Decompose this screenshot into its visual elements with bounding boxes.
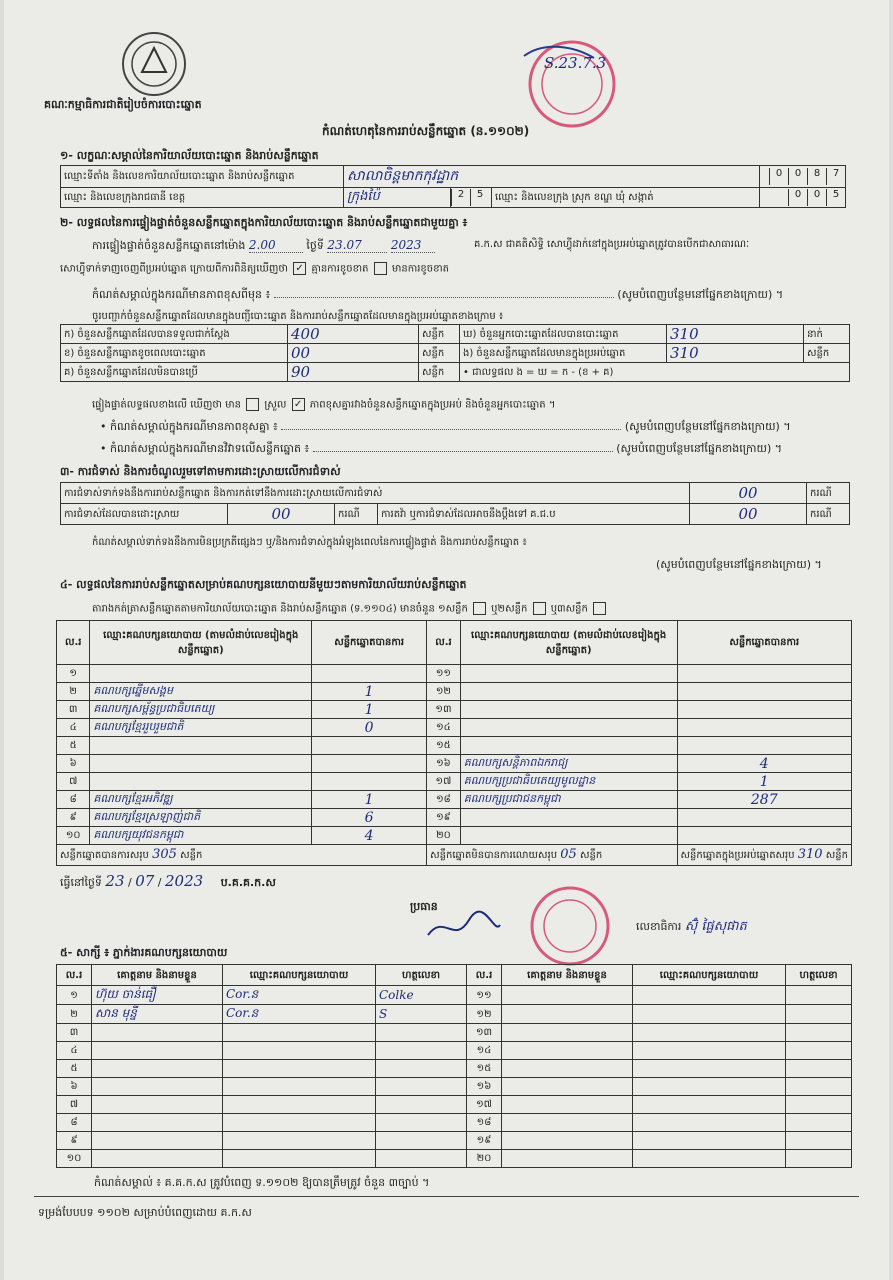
table-row bbox=[57, 827, 852, 845]
table-row bbox=[57, 773, 852, 791]
count-row-unit2: នាក់ bbox=[804, 325, 850, 344]
results-votes bbox=[677, 665, 851, 683]
three-sheet-label: ឬ៣សន្លឹក bbox=[550, 603, 588, 615]
ballot-count-table bbox=[60, 324, 850, 382]
witness-party bbox=[223, 1024, 376, 1042]
results-party bbox=[460, 701, 677, 719]
witness-number: ៤ bbox=[57, 1042, 92, 1060]
witness-party bbox=[223, 1078, 376, 1096]
results-party: គណបក្សសម្ព័ន្ធប្រជាធិបតេយ្យ bbox=[90, 701, 312, 719]
signing-month: 07 bbox=[135, 872, 155, 890]
table-row bbox=[57, 683, 852, 701]
witness-signature bbox=[376, 1078, 467, 1096]
count-row-label2: ឃ) ចំនួនអ្នកបោះឆ្នោតដែលបានបោះឆ្នោត bbox=[460, 325, 667, 344]
witness-signature bbox=[786, 986, 852, 1005]
witness-number: ១១ bbox=[467, 986, 502, 1005]
sheet-count-text: តារាងកត់ត្រាសន្លឹកឆ្នោតតាមការិយាល័យបោះឆ្នោត និងរាប់សន្លឹកឆ្នោត (ទ.១១០៤) មានចំនួន ១សន្លឹក bbox=[92, 603, 468, 615]
resolved-unit: ករណី bbox=[335, 504, 378, 525]
col-number: ល.រ bbox=[427, 621, 461, 665]
one-sheet-checkbox bbox=[473, 602, 486, 615]
witness-col-number: ល.រ bbox=[467, 965, 502, 986]
table-row bbox=[57, 1024, 852, 1042]
results-votes bbox=[312, 737, 427, 755]
witness-name bbox=[502, 1114, 633, 1132]
results-number: ១៩ bbox=[427, 809, 461, 827]
commune-digit: 5 bbox=[826, 189, 845, 206]
results-votes bbox=[312, 773, 427, 791]
dispute-note-request: (សូមបំពេញបន្ថែមនៅផ្នែកខាងក្រោយ) ។ bbox=[616, 442, 783, 455]
secretary bbox=[636, 920, 747, 934]
witness-signature bbox=[786, 1042, 852, 1060]
witness-number: ២ bbox=[57, 1005, 92, 1024]
results-votes: 1 bbox=[312, 701, 427, 719]
appeal-value: 00 bbox=[738, 505, 758, 523]
witness-name bbox=[92, 1078, 223, 1096]
witness-number: ៦ bbox=[57, 1078, 92, 1096]
chair-stamp bbox=[516, 884, 624, 968]
witness-number: ១០ bbox=[57, 1150, 92, 1168]
witness-signature bbox=[376, 1042, 467, 1060]
total-box-value: 310 bbox=[797, 847, 823, 862]
results-votes: 287 bbox=[677, 791, 851, 809]
damage-checkbox bbox=[374, 262, 387, 275]
mismatch-checkbox: ✓ bbox=[292, 398, 305, 411]
witness-col-name: គោត្តនាម និងនាមខ្លួន bbox=[502, 965, 633, 986]
total-box-label: សន្លឹកឆ្នោតក្នុងប្រអប់ឆ្នោតសរុប bbox=[680, 850, 795, 861]
witness-col-party: ឈ្មោះគណបក្សនយោបាយ bbox=[223, 965, 376, 986]
witness-party bbox=[633, 1024, 786, 1042]
commission-name: គណៈកម្មាធិការជាតិរៀបចំការបោះឆ្នោត bbox=[44, 98, 202, 111]
total-invalid-label: សន្លឹកឆ្នោតមិនបានការលោយសរុប bbox=[430, 850, 558, 861]
results-votes: 1 bbox=[677, 773, 851, 791]
results-party bbox=[90, 737, 312, 755]
appeal-label: ការតវ៉ា ឬការជំទាស់ដែលអាចនឹងប្តឹងទៅ គ.ជ.ប bbox=[378, 504, 690, 525]
results-votes bbox=[677, 683, 851, 701]
office-digit: 7 bbox=[826, 168, 845, 185]
verification-rest: គ.ក.ស ជាគតិសិទ្ធិ សោហ្វុីដាក់នៅក្នុងប្រអប់ឆ្នោតត្រូវបានបើកជាសាធារណៈ bbox=[474, 239, 750, 250]
results-number: ៣ bbox=[57, 701, 90, 719]
witness-party bbox=[633, 1042, 786, 1060]
col-party: ឈ្មោះគណបក្សនយោបាយ (តាមលំដាប់លេខរៀងក្នុងសន្លឹកឆ្នោត) bbox=[460, 621, 677, 665]
witness-name bbox=[92, 1114, 223, 1132]
province-value: ក្រុងប៉ៃ bbox=[347, 189, 380, 204]
table-row bbox=[57, 1096, 852, 1114]
resolved-value: 00 bbox=[271, 505, 291, 523]
witness-number: ១៩ bbox=[467, 1132, 502, 1150]
witness-signature bbox=[786, 1005, 852, 1024]
count-row-unit: សន្លឹក bbox=[419, 325, 460, 344]
day-label: ថ្ងៃទី bbox=[306, 239, 324, 252]
table-row bbox=[57, 791, 852, 809]
result-check-sentence bbox=[92, 398, 555, 413]
witness-table bbox=[56, 964, 852, 1168]
results-party bbox=[460, 827, 677, 845]
results-party bbox=[90, 755, 312, 773]
results-party bbox=[460, 737, 677, 755]
objection-value: 00 bbox=[738, 484, 758, 502]
witness-number: ១៤ bbox=[467, 1042, 502, 1060]
table-row bbox=[57, 1114, 852, 1132]
count-row-label: ខ) ចំនួនសន្លឹកឆ្នោតខូចពេលបោះឆ្នោត bbox=[61, 344, 288, 363]
witness-party bbox=[633, 1114, 786, 1132]
section1-table bbox=[60, 165, 846, 208]
total-valid bbox=[57, 845, 427, 866]
damage-label: មានការខូចខាត bbox=[391, 263, 449, 275]
results-votes bbox=[677, 701, 851, 719]
seal-check-sentence bbox=[60, 262, 449, 277]
witness-number: ១ bbox=[57, 986, 92, 1005]
results-party: គណបក្សខ្មែរស្រឡាញ់ជាតិ bbox=[90, 809, 312, 827]
results-number: ១០ bbox=[57, 827, 90, 845]
results-votes bbox=[677, 737, 851, 755]
commune-digit: 0 bbox=[807, 189, 826, 206]
table-row bbox=[57, 665, 852, 683]
count-row-value2: 310 bbox=[670, 344, 699, 362]
results-number: ២០ bbox=[427, 827, 461, 845]
results-party: គណបក្សសន្តិភាពឯករាជ្យ bbox=[460, 755, 677, 773]
count-row-unit: សន្លឹក bbox=[419, 344, 460, 363]
match-checkbox bbox=[246, 398, 259, 411]
irregularity-request: (សូមបំពេញបន្ថែមនៅផ្នែកខាងក្រោយ) ។ bbox=[656, 558, 822, 571]
dispute-note-label: • កំណត់សម្គាល់ក្នុងករណីមានវិវាទលើសន្លឹកឆ្នោត ៖ bbox=[100, 442, 310, 455]
results-votes: 1 bbox=[312, 791, 427, 809]
witness-signature bbox=[376, 1096, 467, 1114]
official-stamp bbox=[514, 36, 626, 128]
document-title: កំណត់ហេតុនៃការរាប់សន្លឹកឆ្នោត (ន.១១០២) bbox=[322, 124, 530, 138]
witness-number: ១៨ bbox=[467, 1114, 502, 1132]
commune-label: ឈ្មោះ និងលេខក្រុង ស្រុក ខណ្ឌ ឃុំ សង្កាត់ bbox=[492, 188, 760, 208]
table-row bbox=[57, 1060, 852, 1078]
results-number: ១ bbox=[57, 665, 90, 683]
objection-label: ការជំទាស់ទាក់ទងនឹងការរាប់សន្លឹកឆ្នោត និងការកត់ទៅនឹងការដោះស្រាយលើការជំទាស់ bbox=[61, 483, 690, 504]
office-digit: 8 bbox=[807, 168, 826, 185]
signing-date-label: ធ្វើនៅថ្ងៃទី bbox=[60, 876, 102, 889]
witness-name bbox=[92, 1150, 223, 1168]
section4-title: ៤- លទ្ធផលនៃការរាប់សន្លឹកឆ្នោតសម្រាប់គណបក្សនយោបាយនីមួយៗតាមការិយាល័យរាប់សន្លឹកឆ្នោត bbox=[60, 578, 467, 591]
count-instruction: ចូរបញ្ជាក់ចំនួនសន្លឹកឆ្នោតដែលមានក្នុងបញ្ជីបោះឆ្នោត និងការរាប់សន្លឹកឆ្នោតដែលមានក្នុងប្រអប់ឆ្នោតខាងក្រោម ៖ bbox=[92, 311, 504, 322]
emblem-icon bbox=[122, 32, 186, 96]
col-votes: សន្លឹកឆ្នោតបានការ bbox=[677, 621, 851, 665]
chair-signature bbox=[424, 905, 504, 955]
table-row bbox=[57, 1150, 852, 1168]
results-party: គណបក្សប្រជាធិបតេយ្យមូលដ្ឋាន bbox=[460, 773, 677, 791]
witness-party bbox=[633, 1078, 786, 1096]
count-row-label: គ) ចំនួនសន្លឹកឆ្នោតដែលមិនបានប្រើ bbox=[61, 363, 288, 382]
secretary-name: ស៊ុំ ផ្លៃសុផាត bbox=[684, 919, 747, 934]
results-number: ៥ bbox=[57, 737, 90, 755]
witness-number: ៩ bbox=[57, 1132, 92, 1150]
witness-party bbox=[633, 1096, 786, 1114]
table-row bbox=[57, 986, 852, 1005]
witness-party: Cor.ន bbox=[223, 1005, 376, 1024]
table-row bbox=[57, 737, 852, 755]
results-number: ១៣ bbox=[427, 701, 461, 719]
signing-day: 23 bbox=[105, 872, 125, 890]
match-label: ស្រួល bbox=[264, 399, 287, 411]
results-number: ១១ bbox=[427, 665, 461, 683]
witness-party bbox=[633, 1005, 786, 1024]
witness-name: សាន មុន្នី bbox=[92, 1005, 223, 1024]
witness-party bbox=[223, 1150, 376, 1168]
irregularity-note: កំណត់សម្គាល់ទាក់ទងនឹងការមិនប្រក្រតីផ្សេងៗ ឬ/និងការជំទាស់ក្នុងអំឡុងពេលនៃការផ្ទៀងផ្ទាត់ និងការរាប់សន្លឹកឆ្នោត ៖ bbox=[92, 537, 527, 548]
results-party: គណបក្សប្រជាជនកម្ពុជា bbox=[460, 791, 677, 809]
province-digit: 2 bbox=[451, 189, 470, 206]
total-box-unit: សន្លឹក bbox=[825, 850, 848, 861]
results-number: ១៨ bbox=[427, 791, 461, 809]
witness-name bbox=[502, 1132, 633, 1150]
witness-signature bbox=[376, 1132, 467, 1150]
count-row-value: 00 bbox=[291, 344, 311, 362]
no-damage-checkbox: ✓ bbox=[293, 262, 306, 275]
witness-party bbox=[633, 986, 786, 1005]
results-number: ១៤ bbox=[427, 719, 461, 737]
witness-name bbox=[92, 1060, 223, 1078]
count-row-value: 90 bbox=[291, 363, 311, 381]
table-row bbox=[57, 1042, 852, 1060]
total-invalid-unit: សន្លឹក bbox=[579, 850, 603, 861]
results-number: ១៦ bbox=[427, 755, 461, 773]
appeal-unit: ករណី bbox=[807, 504, 850, 525]
witness-col-sign: ហត្ថលេខា bbox=[786, 965, 852, 986]
results-votes: 1 bbox=[312, 683, 427, 701]
verification-sentence bbox=[92, 238, 435, 253]
signing-year: 2023 bbox=[165, 872, 204, 890]
witness-party bbox=[633, 1132, 786, 1150]
witness-signature bbox=[786, 1096, 852, 1114]
witness-number: ២០ bbox=[467, 1150, 502, 1168]
results-number: ២ bbox=[57, 683, 90, 701]
witness-signature bbox=[786, 1060, 852, 1078]
witness-number: ៧ bbox=[57, 1096, 92, 1114]
results-number: ១៧ bbox=[427, 773, 461, 791]
witness-signature bbox=[376, 1024, 467, 1042]
witness-party bbox=[633, 1060, 786, 1078]
two-sheet-checkbox bbox=[533, 602, 546, 615]
col-votes: សន្លឹកឆ្នោតបានការ bbox=[312, 621, 427, 665]
total-invalid-value: 05 bbox=[560, 847, 577, 862]
stamp-handwriting: S.23.7.3 bbox=[544, 54, 607, 72]
commune-digit: 0 bbox=[788, 189, 807, 206]
witness-signature bbox=[786, 1132, 852, 1150]
results-party bbox=[460, 719, 677, 737]
location-label: ឈ្មោះទីតាំង និងលេខការិយាល័យបោះឆ្នោត និងរាប់សន្លឹកឆ្នោត bbox=[61, 166, 344, 188]
witness-name bbox=[502, 1005, 633, 1024]
results-party bbox=[460, 683, 677, 701]
witness-signature bbox=[376, 1114, 467, 1132]
province-label: ឈ្មោះ និងលេខក្រុងរាជធានី ខេត្ត bbox=[61, 188, 344, 208]
witness-name bbox=[502, 1150, 633, 1168]
signer-title: ប.គ.គ.ក.ស bbox=[220, 876, 276, 889]
witness-signature bbox=[786, 1114, 852, 1132]
witness-col-name: គោត្តនាម និងនាមខ្លួន bbox=[92, 965, 223, 986]
count-formula: • ជាលទ្ធផល ង = ឃ = ក - (ខ + គ) bbox=[460, 363, 850, 382]
witness-signature bbox=[786, 1078, 852, 1096]
witness-party bbox=[633, 1150, 786, 1168]
table-row bbox=[57, 755, 852, 773]
total-valid-label: សន្លឹកឆ្នោតបានការសរុប bbox=[60, 850, 149, 861]
party-results-table bbox=[56, 620, 852, 866]
count-row-value: 400 bbox=[291, 325, 320, 343]
secretary-label: លេខាធិការ bbox=[636, 920, 682, 933]
count-row-unit: សន្លឹក bbox=[419, 363, 460, 382]
results-votes bbox=[677, 827, 851, 845]
verification-date: 23.07 bbox=[327, 238, 387, 253]
difference-note-request: (សូមបំពេញបន្ថែមនៅផ្នែកខាងក្រោយ) ។ bbox=[624, 420, 791, 433]
results-party: គណបក្សខ្មែររួបរួមជាតិ bbox=[90, 719, 312, 737]
witness-party bbox=[223, 1042, 376, 1060]
verification-year: 2023 bbox=[391, 238, 435, 253]
results-votes: 6 bbox=[312, 809, 427, 827]
results-votes bbox=[677, 809, 851, 827]
witness-party bbox=[223, 1114, 376, 1132]
sheet-count-sentence bbox=[92, 602, 608, 617]
section3-title: ៣- ការជំទាស់ និងការចំណូលរួមទៅតាមការដោះស្រាយលើការជំទាស់ bbox=[60, 465, 341, 478]
discrepancy-note-request: (សូមបំពេញបន្ថែមនៅផ្នែកខាងក្រោយ) ។ bbox=[617, 288, 784, 301]
results-party: គណបក្សយុវជនកម្ពុជា bbox=[90, 827, 312, 845]
three-sheet-checkbox bbox=[593, 602, 606, 615]
witness-party bbox=[223, 1096, 376, 1114]
objection-unit: ករណី bbox=[807, 483, 850, 504]
results-votes bbox=[312, 755, 427, 773]
count-row-unit2: សន្លឹក bbox=[804, 344, 850, 363]
verification-time-label: ការផ្ទៀងផ្ទាត់ចំនួនសន្លឹកឆ្នោតនៅម៉ោង bbox=[92, 239, 246, 252]
witness-signature: Colke bbox=[376, 986, 467, 1005]
footnote: កំណត់សម្គាល់ ៖ គ.គ.ក.ស ត្រូវបំពេញ ទ.១១០២ ឱ្យបានត្រឹមត្រូវ ចំនួន ៣ច្បាប់ ។ bbox=[94, 1176, 430, 1189]
witness-number: ១៥ bbox=[467, 1060, 502, 1078]
witness-number: ៨ bbox=[57, 1114, 92, 1132]
witness-number: ៥ bbox=[57, 1060, 92, 1078]
results-party: គណបក្សខ្មែរអភិវឌ្ឍ bbox=[90, 791, 312, 809]
witness-name bbox=[92, 1096, 223, 1114]
results-party bbox=[90, 665, 312, 683]
witness-signature bbox=[376, 1150, 467, 1168]
witness-name bbox=[502, 1078, 633, 1096]
table-row bbox=[57, 701, 852, 719]
results-votes: 0 bbox=[312, 719, 427, 737]
results-number: ៨ bbox=[57, 791, 90, 809]
witness-signature bbox=[786, 1150, 852, 1168]
witness-signature bbox=[786, 1024, 852, 1042]
results-party bbox=[90, 773, 312, 791]
footer-text: ទម្រង់បែបបទ ១១០២ សម្រាប់បំពេញដោយ គ.ក.ស bbox=[38, 1206, 252, 1219]
witness-name bbox=[502, 986, 633, 1005]
count-row-value2: 310 bbox=[670, 325, 699, 343]
witness-name bbox=[502, 1024, 633, 1042]
office-digit: 0 bbox=[769, 168, 788, 185]
results-number: ៩ bbox=[57, 809, 90, 827]
verification-time: 2.00 bbox=[249, 238, 303, 253]
objection-table bbox=[60, 482, 850, 525]
chair-label: ប្រធាន bbox=[410, 900, 438, 913]
results-party bbox=[460, 809, 677, 827]
results-votes bbox=[312, 665, 427, 683]
total-box bbox=[677, 845, 851, 866]
col-number: ល.រ bbox=[57, 621, 90, 665]
results-number: ៦ bbox=[57, 755, 90, 773]
section5-title: ៥- សាក្សី ៖ ភ្នាក់ងារគណបក្សនយោបាយ bbox=[60, 946, 228, 959]
witness-name bbox=[502, 1060, 633, 1078]
results-party: គណបក្សឆ្នើមសង្គម bbox=[90, 683, 312, 701]
witness-signature: S bbox=[376, 1005, 467, 1024]
witness-party bbox=[223, 1132, 376, 1150]
section2-title: ២- លទ្ធផលនៃការផ្ទៀងផ្ទាត់ចំនួនសន្លឹកឆ្នោតក្នុងការិយាល័យបោះឆ្នោត និងរាប់សន្លឹកឆ្នោតជាមួយគ្នា ៖ bbox=[60, 216, 468, 229]
table-row bbox=[57, 1132, 852, 1150]
footer-divider bbox=[34, 1196, 859, 1197]
total-invalid bbox=[427, 845, 677, 866]
two-sheet-label: ឬ២សន្លឹក bbox=[491, 603, 528, 615]
witness-name: ហ៊ុយ ចាន់ធឿ bbox=[92, 986, 223, 1005]
witness-number: ១៧ bbox=[467, 1096, 502, 1114]
results-votes: 4 bbox=[677, 755, 851, 773]
office-digit: 0 bbox=[788, 168, 807, 185]
witness-party bbox=[223, 1060, 376, 1078]
discrepancy-note bbox=[92, 288, 783, 302]
signing-date: ធ្វើនៅថ្ងៃទី 23 / 07 / 2023 ប.គ.គ.ក.ស bbox=[60, 872, 276, 890]
table-row bbox=[57, 1005, 852, 1024]
difference-note-label: • កំណត់សម្គាល់ក្នុងករណីមានភាពខុសគ្នា ៖ bbox=[100, 420, 278, 433]
count-row-label: ក) ចំនួនសន្លឹកឆ្នោតដែលបានទទួលជាក់ស្តែង bbox=[61, 325, 288, 344]
result-check-text: ផ្ទៀងផ្ទាត់លទ្ធផលខាងលើ ឃើញថា មាន bbox=[92, 399, 241, 411]
witness-name bbox=[92, 1042, 223, 1060]
difference-note bbox=[100, 420, 791, 434]
results-votes: 4 bbox=[312, 827, 427, 845]
results-number: ១៥ bbox=[427, 737, 461, 755]
table-row bbox=[57, 719, 852, 737]
witness-name bbox=[92, 1024, 223, 1042]
witness-number: ១៣ bbox=[467, 1024, 502, 1042]
results-number: ១២ bbox=[427, 683, 461, 701]
witness-party: Cor.ន bbox=[223, 986, 376, 1005]
witness-col-party: ឈ្មោះគណបក្សនយោបាយ bbox=[633, 965, 786, 986]
location-value: សាលាចិន្តមាកកុវដ្ឋាក bbox=[347, 168, 459, 184]
witness-name bbox=[502, 1042, 633, 1060]
count-row-label2: ង) ចំនួនសន្លឹកឆ្នោតដែលមានក្នុងប្រអប់ឆ្នោត bbox=[460, 344, 667, 363]
seal-check-text: សោហ្វុីទាក់ទាញចេញពីប្រអប់ឆ្នោត ក្រោយពីការពិនិត្យឃើញថា bbox=[60, 263, 288, 275]
results-number: ៧ bbox=[57, 773, 90, 791]
discrepancy-note-label: កំណត់សម្គាល់ក្នុងករណីមានភាពខុសពីមុន ៖ bbox=[92, 288, 271, 301]
witness-number: ១២ bbox=[467, 1005, 502, 1024]
province-digit: 5 bbox=[470, 189, 489, 206]
witness-col-number: ល.រ bbox=[57, 965, 92, 986]
document-page bbox=[4, 0, 889, 1280]
witness-name bbox=[92, 1132, 223, 1150]
witness-col-sign: ហត្ថលេខា bbox=[376, 965, 467, 986]
no-damage-label: គ្មានការខូចខាត bbox=[311, 263, 369, 275]
dispute-note bbox=[100, 442, 782, 456]
col-party: ឈ្មោះគណបក្សនយោបាយ (តាមលំដាប់លេខរៀងក្នុងសន្លឹកឆ្នោត) bbox=[90, 621, 312, 665]
section1-title: ១- លក្ខណៈសម្គាល់នៃការិយាល័យបោះឆ្នោត និងរាប់សន្លឹកឆ្នោត bbox=[60, 149, 319, 162]
results-number: ៤ bbox=[57, 719, 90, 737]
total-valid-unit: សន្លឹក bbox=[180, 850, 203, 861]
mismatch-label: ភាពខុសគ្នារវាងចំនួនសន្លឹកឆ្នោតក្នុងប្រអប់ និងចំនួនអ្នកបោះឆ្នោត ។ bbox=[309, 399, 556, 411]
witness-number: ១៦ bbox=[467, 1078, 502, 1096]
table-row bbox=[57, 1078, 852, 1096]
witness-name bbox=[502, 1096, 633, 1114]
results-party bbox=[460, 665, 677, 683]
resolved-label: ការជំទាស់ដែលបានដោះស្រាយ bbox=[61, 504, 228, 525]
total-valid-value: 305 bbox=[152, 847, 177, 862]
table-row bbox=[57, 809, 852, 827]
results-votes bbox=[677, 719, 851, 737]
witness-number: ៣ bbox=[57, 1024, 92, 1042]
witness-signature bbox=[376, 1060, 467, 1078]
